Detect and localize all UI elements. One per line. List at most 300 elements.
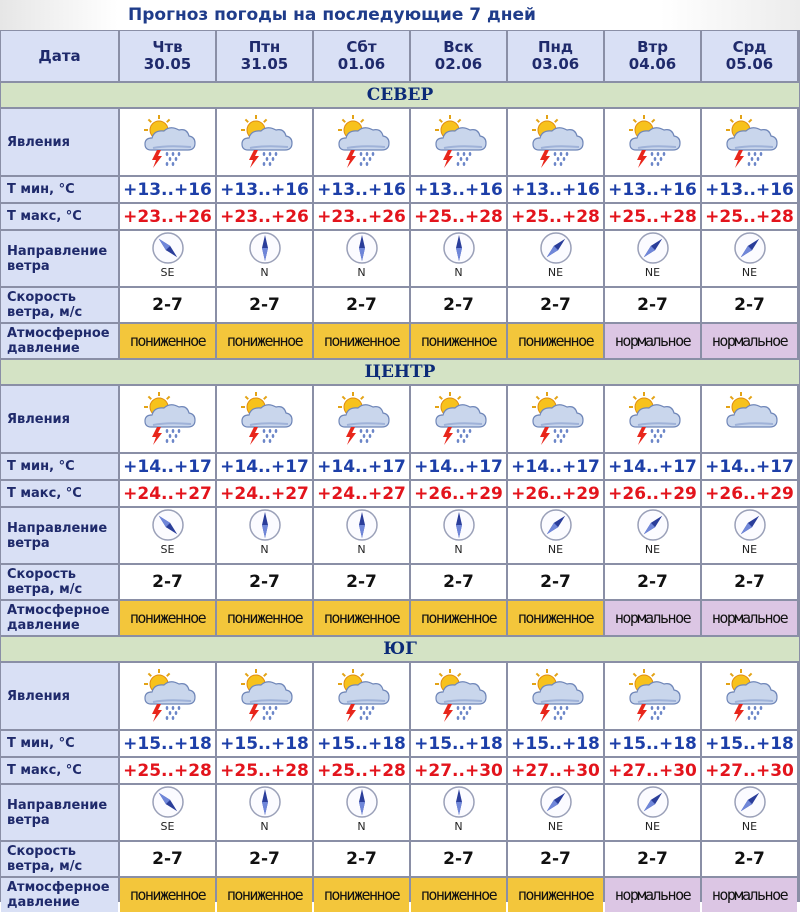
pressure-cell [217, 324, 312, 358]
label-line-2: ветра [7, 258, 50, 274]
pressure-cell [314, 324, 409, 358]
wind-compass-icon [442, 508, 476, 542]
tmax-value: +26..+29 [608, 483, 697, 504]
pressure-value: нормальное [614, 886, 691, 904]
wind-dir-value: NE [741, 543, 758, 556]
tmax-cell [314, 481, 409, 506]
row-label-tmax [1, 204, 118, 229]
label-line-2: ветра [7, 812, 50, 828]
tmax-cell [702, 204, 797, 229]
pressure-cell [217, 878, 312, 912]
wind-speed-value: 2-7 [540, 849, 571, 869]
row-label-wind [1, 508, 118, 563]
tmin-value: +15..+18 [414, 733, 503, 754]
row-label-text [7, 603, 110, 633]
label-tmax: Т макс, °С [7, 763, 82, 778]
day-of-week: Срд [732, 38, 767, 56]
wind-dir-cell [120, 785, 215, 840]
wind-speed-cell [217, 288, 312, 322]
tmin-value: +15..+18 [220, 733, 309, 754]
day-date: 02.06 [434, 55, 483, 73]
wind-speed-cell [314, 288, 409, 322]
tmin-cell [217, 454, 312, 479]
section-header-north [1, 83, 799, 107]
day-of-week: Втр [637, 38, 668, 56]
day-header [120, 31, 215, 81]
row-label-weather [1, 109, 118, 175]
day-date: 04.06 [628, 55, 677, 73]
tmax-cell [217, 204, 312, 229]
row-label-speed [1, 842, 118, 876]
day-date: 31.05 [240, 55, 289, 73]
tmin-cell [508, 177, 603, 202]
row-label-pressure [1, 878, 118, 912]
row-label-tmin [1, 177, 118, 202]
tmin-value: +14..+17 [317, 456, 406, 477]
tmin-value: +13..+16 [608, 179, 697, 200]
wind-dir-value: NE [547, 543, 564, 556]
wind-speed-cell [411, 565, 506, 599]
wind-compass-icon [151, 785, 185, 819]
wind-dir-value: SE [160, 266, 175, 279]
weather-cell [217, 386, 312, 452]
tmin-value: +14..+17 [705, 456, 794, 477]
wind-compass-icon [539, 785, 573, 819]
row-label-text [7, 326, 110, 356]
pressure-cell [120, 878, 215, 912]
wind-speed-cell [217, 565, 312, 599]
tmin-cell [605, 177, 700, 202]
wind-speed-value: 2-7 [540, 295, 571, 315]
tmax-value: +27..+30 [705, 760, 794, 781]
row-label-text [7, 290, 82, 320]
wind-speed-cell [605, 842, 700, 876]
pressure-value: нормальное [711, 332, 788, 350]
tmin-cell [314, 177, 409, 202]
day-date: 30.05 [143, 55, 192, 73]
tmax-value: +24..+27 [220, 483, 309, 504]
row-label-tmax [1, 481, 118, 506]
section-header-center [1, 360, 799, 384]
day-date: 01.06 [337, 55, 386, 73]
wind-dir-value: NE [547, 820, 564, 833]
weather-cell [217, 109, 312, 175]
day-of-week: Вск [443, 38, 474, 56]
pressure-cell [411, 601, 506, 635]
wind-speed-cell [120, 842, 215, 876]
label-weather: Явления [7, 134, 71, 150]
wind-dir-value: N [454, 543, 463, 556]
tmin-value: +14..+17 [511, 456, 600, 477]
pressure-cell [702, 601, 797, 635]
wind-speed-value: 2-7 [540, 572, 571, 592]
wind-dir-cell [120, 508, 215, 563]
cloud-sun-storm-rain-icon [719, 114, 781, 170]
pressure-cell [508, 601, 603, 635]
label-tmax: Т макс, °С [7, 486, 82, 501]
cloud-sun-storm-rain-icon [525, 114, 587, 170]
tmax-cell [314, 758, 409, 783]
tmin-value: +13..+16 [317, 179, 406, 200]
row-label-text [7, 182, 75, 197]
wind-speed-cell [314, 842, 409, 876]
tmin-cell [217, 177, 312, 202]
wind-compass-icon [151, 508, 185, 542]
label-line-2: ветра, м/с [7, 582, 83, 597]
weather-cell [314, 109, 409, 175]
cloud-sun-storm-rain-icon [331, 668, 393, 724]
cloud-sun-storm-rain-icon [234, 668, 296, 724]
label-line-2: ветра, м/с [7, 305, 83, 320]
tmax-cell [217, 481, 312, 506]
pressure-value: пониженное [129, 332, 206, 350]
row-label-speed [1, 565, 118, 599]
weather-cell [120, 109, 215, 175]
wind-dir-value: N [357, 266, 366, 279]
row-label-text [7, 412, 70, 427]
wind-dir-value: N [357, 820, 366, 833]
weather-cell [605, 109, 700, 175]
pressure-cell [702, 324, 797, 358]
row-label-text [7, 689, 70, 704]
cloud-sun-storm-rain-icon [719, 668, 781, 724]
day-date: 05.06 [725, 55, 774, 73]
wind-compass-icon [636, 231, 670, 265]
row-label-text [7, 798, 107, 828]
weather-cell [120, 386, 215, 452]
pressure-value: пониженное [323, 332, 400, 350]
tmin-cell [120, 177, 215, 202]
tmax-value: +23..+26 [123, 206, 212, 227]
tmax-cell [411, 481, 506, 506]
wind-compass-icon [442, 785, 476, 819]
tmax-value: +25..+28 [317, 760, 406, 781]
tmax-value: +27..+30 [511, 760, 600, 781]
weather-cell [314, 386, 409, 452]
row-label-tmin [1, 454, 118, 479]
wind-compass-icon [345, 785, 379, 819]
pressure-cell [605, 324, 700, 358]
tmin-value: +14..+17 [123, 456, 212, 477]
wind-dir-value: NE [547, 266, 564, 279]
tmin-value: +15..+18 [511, 733, 600, 754]
pressure-value: пониженное [226, 886, 303, 904]
label-tmax: Т макс, °С [7, 209, 82, 224]
tmax-value: +25..+28 [608, 206, 697, 227]
label-weather: Явления [7, 688, 71, 704]
tmin-value: +13..+16 [511, 179, 600, 200]
tmax-value: +25..+28 [220, 760, 309, 781]
weather-cell [411, 109, 506, 175]
tmin-cell [217, 731, 312, 756]
wind-compass-icon [733, 785, 767, 819]
label-line-2: ветра, м/с [7, 859, 83, 874]
row-label-tmin [1, 731, 118, 756]
cloud-sun-storm-rain-icon [234, 114, 296, 170]
pressure-cell [217, 601, 312, 635]
weather-cell [702, 386, 797, 452]
pressure-value: пониженное [226, 332, 303, 350]
wind-dir-cell [411, 785, 506, 840]
wind-speed-value: 2-7 [443, 295, 474, 315]
wind-dir-cell [702, 785, 797, 840]
label-line-1: Скорость [7, 567, 76, 582]
label-line-1: Направление [7, 797, 108, 813]
wind-dir-cell [314, 785, 409, 840]
pressure-value: пониженное [517, 609, 594, 627]
pressure-value: пониженное [226, 609, 303, 627]
wind-speed-cell [120, 288, 215, 322]
pressure-value: пониженное [420, 886, 497, 904]
row-label-text [7, 844, 82, 874]
row-label-text [7, 736, 75, 751]
weather-cell [508, 109, 603, 175]
wind-dir-value: N [454, 820, 463, 833]
row-label-text [7, 244, 107, 274]
tmax-value: +27..+30 [608, 760, 697, 781]
wind-speed-value: 2-7 [637, 295, 668, 315]
pressure-cell [120, 601, 215, 635]
tmin-cell [702, 731, 797, 756]
tmax-cell [411, 204, 506, 229]
tmin-value: +15..+18 [317, 733, 406, 754]
tmax-cell [217, 758, 312, 783]
tmax-cell [314, 204, 409, 229]
tmin-cell [508, 731, 603, 756]
pressure-value: пониженное [517, 886, 594, 904]
row-label-weather [1, 663, 118, 729]
pressure-value: нормальное [614, 332, 691, 350]
cloud-sun-storm-rain-icon [234, 391, 296, 447]
pressure-value: нормальное [614, 609, 691, 627]
wind-dir-value: N [260, 266, 269, 279]
wind-speed-cell [508, 288, 603, 322]
title-shade-right [660, 0, 800, 30]
wind-dir-cell [120, 231, 215, 286]
row-label-text [7, 521, 107, 551]
section-name: СЕВЕР [366, 85, 434, 105]
tmax-cell [508, 758, 603, 783]
tmax-value: +24..+27 [317, 483, 406, 504]
wind-speed-value: 2-7 [734, 572, 765, 592]
tmax-value: +23..+26 [317, 206, 406, 227]
tmin-cell [120, 454, 215, 479]
wind-compass-icon [345, 508, 379, 542]
day-of-week: Пнд [537, 38, 574, 56]
pressure-cell [314, 601, 409, 635]
wind-compass-icon [248, 231, 282, 265]
wind-dir-cell [702, 231, 797, 286]
tmax-cell [508, 204, 603, 229]
pressure-cell [605, 601, 700, 635]
pressure-value: пониженное [517, 332, 594, 350]
wind-dir-value: NE [741, 820, 758, 833]
wind-dir-value: NE [644, 820, 661, 833]
weather-cell [411, 663, 506, 729]
tmin-cell [411, 177, 506, 202]
weather-cell [314, 663, 409, 729]
tmin-cell [411, 454, 506, 479]
label-line-2: давление [7, 618, 80, 633]
day-of-week: Птн [248, 38, 281, 56]
cloud-sun-storm-rain-icon [622, 668, 684, 724]
tmax-value: +26..+29 [414, 483, 503, 504]
pressure-cell [508, 324, 603, 358]
wind-dir-value: NE [741, 266, 758, 279]
wind-dir-cell [605, 231, 700, 286]
label-line-1: Направление [7, 243, 108, 259]
forecast-table [0, 30, 800, 910]
tmin-value: +14..+17 [608, 456, 697, 477]
label-line-2: давление [7, 895, 80, 910]
wind-speed-cell [411, 842, 506, 876]
wind-dir-cell [508, 231, 603, 286]
weather-cell [508, 663, 603, 729]
wind-speed-value: 2-7 [152, 849, 183, 869]
title-bar [0, 0, 800, 30]
row-label-text [7, 763, 82, 778]
pressure-cell [314, 878, 409, 912]
tmax-value: +25..+28 [414, 206, 503, 227]
tmin-value: +14..+17 [414, 456, 503, 477]
wind-dir-cell [314, 231, 409, 286]
day-header [508, 31, 603, 81]
pressure-value: нормальное [711, 886, 788, 904]
cloud-sun-storm-rain-icon [137, 391, 199, 447]
row-label-text [7, 486, 82, 501]
tmax-value: +25..+28 [123, 760, 212, 781]
pressure-value: пониженное [323, 886, 400, 904]
wind-dir-value: N [454, 266, 463, 279]
label-line-1: Атмосферное [7, 603, 110, 618]
wind-dir-value: NE [644, 266, 661, 279]
wind-speed-cell [120, 565, 215, 599]
cloud-sun-storm-rain-icon [331, 391, 393, 447]
wind-speed-value: 2-7 [249, 572, 280, 592]
weather-cell [217, 663, 312, 729]
row-label-speed [1, 288, 118, 322]
pressure-cell [411, 878, 506, 912]
wind-speed-value: 2-7 [152, 295, 183, 315]
tmax-cell [605, 758, 700, 783]
wind-speed-cell [702, 565, 797, 599]
wind-compass-icon [151, 231, 185, 265]
wind-speed-cell [314, 565, 409, 599]
wind-compass-icon [636, 508, 670, 542]
wind-compass-icon [345, 231, 379, 265]
tmax-value: +23..+26 [220, 206, 309, 227]
pressure-value: пониженное [129, 609, 206, 627]
tmin-cell [411, 731, 506, 756]
wind-speed-value: 2-7 [734, 295, 765, 315]
date-header-label [1, 31, 118, 81]
tmin-cell [702, 177, 797, 202]
section-header-south [1, 637, 799, 661]
day-date: 03.06 [531, 55, 580, 73]
tmin-value: +15..+18 [123, 733, 212, 754]
wind-compass-icon [539, 508, 573, 542]
wind-dir-value: NE [644, 543, 661, 556]
wind-dir-value: SE [160, 543, 175, 556]
section-name: ЦЕНТР [364, 362, 436, 382]
tmax-value: +26..+29 [705, 483, 794, 504]
cloud-sun-storm-rain-icon [622, 114, 684, 170]
cloud-sun-storm-rain-icon [428, 668, 490, 724]
section-name: ЮГ [383, 639, 417, 659]
label-tmin: Т мин, °С [7, 736, 75, 751]
wind-dir-value: N [357, 543, 366, 556]
wind-compass-icon [539, 231, 573, 265]
cloud-sun-storm-rain-icon [331, 114, 393, 170]
tmin-value: +13..+16 [705, 179, 794, 200]
wind-speed-value: 2-7 [346, 849, 377, 869]
tmin-cell [605, 454, 700, 479]
tmin-value: +13..+16 [123, 179, 212, 200]
wind-dir-cell [605, 785, 700, 840]
day-header [605, 31, 700, 81]
day-of-week: Чтв [152, 38, 183, 56]
wind-dir-cell [217, 785, 312, 840]
wind-speed-value: 2-7 [443, 572, 474, 592]
wind-speed-cell [508, 842, 603, 876]
pressure-value: пониженное [420, 332, 497, 350]
day-header [702, 31, 797, 81]
title-shade-left [0, 0, 118, 30]
label-line-1: Атмосферное [7, 880, 110, 895]
tmin-cell [702, 454, 797, 479]
tmax-cell [702, 758, 797, 783]
tmin-cell [120, 731, 215, 756]
label-line-1: Направление [7, 520, 108, 536]
date-label: Дата [38, 46, 81, 65]
row-label-text [7, 135, 70, 150]
label-tmin: Т мин, °С [7, 182, 75, 197]
day-header [217, 31, 312, 81]
row-label-text [7, 209, 82, 224]
day-header [314, 31, 409, 81]
cloud-sun-storm-rain-icon [428, 114, 490, 170]
label-line-1: Атмосферное [7, 326, 110, 341]
wind-compass-icon [442, 231, 476, 265]
wind-dir-value: SE [160, 820, 175, 833]
row-label-text [7, 459, 75, 474]
tmax-cell [411, 758, 506, 783]
cloud-sun-storm-rain-icon [137, 668, 199, 724]
row-label-pressure [1, 601, 118, 635]
tmax-value: +24..+27 [123, 483, 212, 504]
row-label-wind [1, 785, 118, 840]
row-label-text [7, 880, 110, 910]
wind-speed-cell [702, 288, 797, 322]
tmax-cell [605, 481, 700, 506]
wind-dir-value: N [260, 820, 269, 833]
cloud-sun-icon [719, 391, 781, 447]
wind-speed-value: 2-7 [443, 849, 474, 869]
wind-speed-cell [605, 565, 700, 599]
wind-speed-value: 2-7 [637, 849, 668, 869]
tmax-cell [120, 204, 215, 229]
wind-dir-cell [411, 508, 506, 563]
wind-speed-cell [411, 288, 506, 322]
pressure-value: пониженное [129, 886, 206, 904]
wind-dir-cell [411, 231, 506, 286]
row-label-weather [1, 386, 118, 452]
wind-dir-value: N [260, 543, 269, 556]
pressure-cell [508, 878, 603, 912]
label-weather: Явления [7, 411, 71, 427]
weather-cell [605, 663, 700, 729]
row-label-text [7, 567, 82, 597]
